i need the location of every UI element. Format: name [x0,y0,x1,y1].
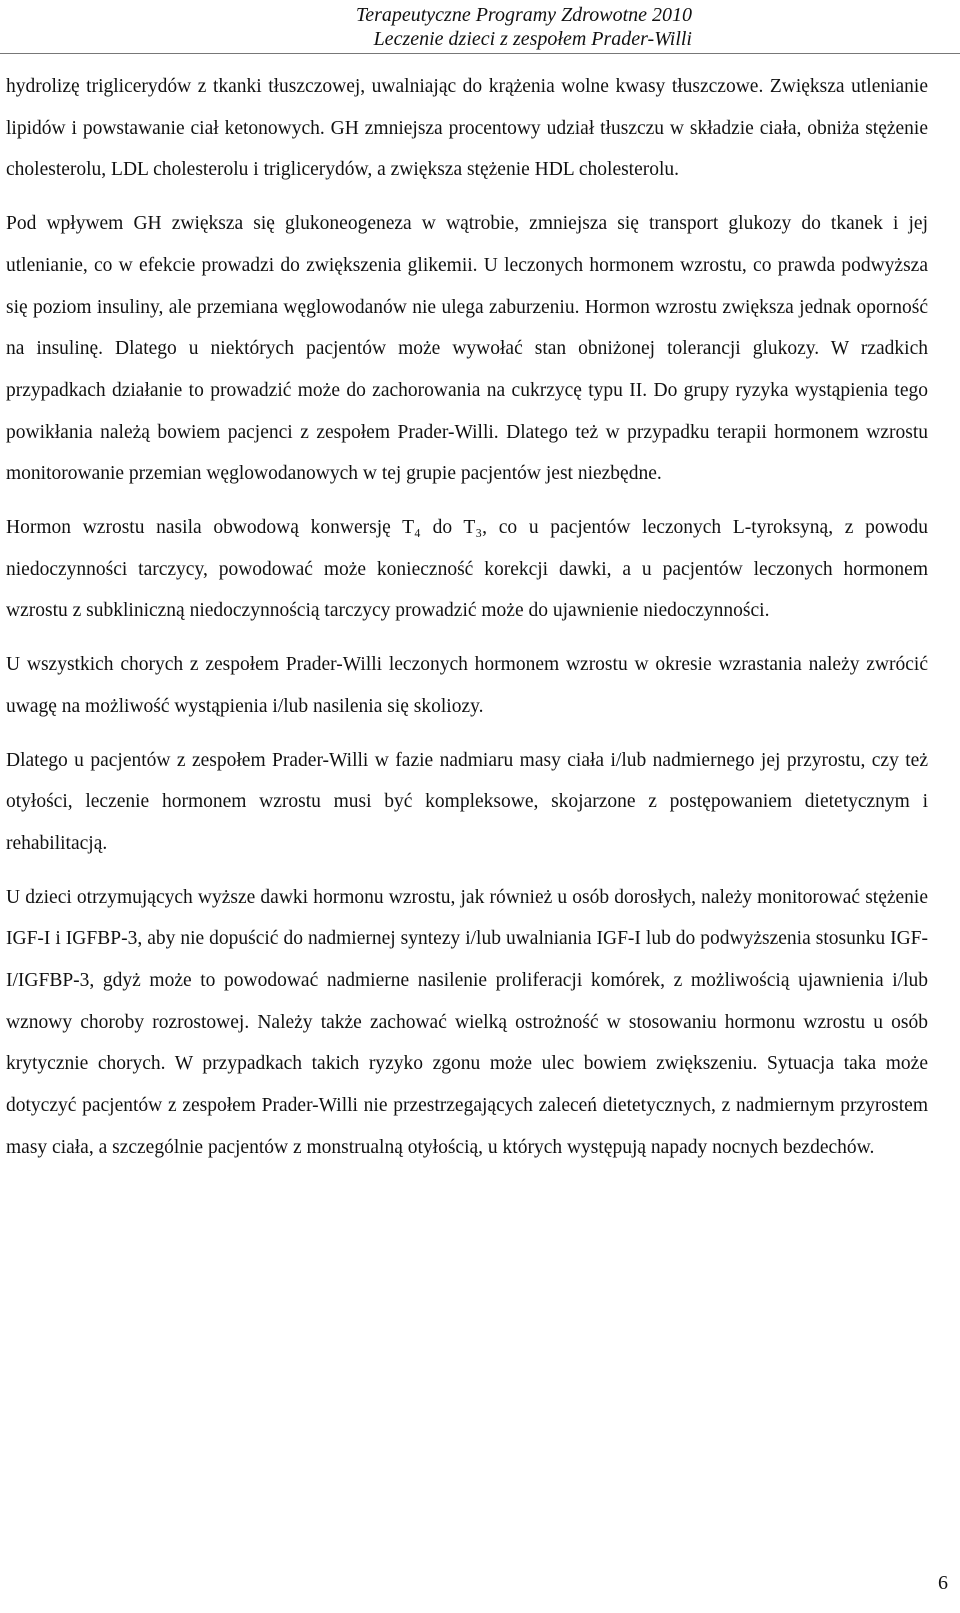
paragraph-scoliosis: U wszystkich chorych z zespołem Prader-Willi leczonych hormonem wzrostu w okresie wzrastania należy zwrócić uwagę na możliwość wystąpienia i/lub nasilenia się skoliozy. [6,654,928,717]
page-number: 6 [938,1572,948,1594]
running-header [0,0,960,54]
paragraph-lipid-metabolism: hydrolizę triglicerydów z tkanki tłuszczowej, uwalniając do krążenia wolne kwasy tłuszczowe. Zwiększa utlenianie lipidów i powstawanie ciał ketonowych. GH zmniejsza procentowy udział tłuszczu w składzie ciała, obniża stężenie cholesterolu, LDL cholesterolu i triglicerydów, a zwiększa stężenie HDL cholesterolu. [6,76,928,181]
header-subtitle: Leczenie dzieci z zespołem Prader-Willi [373,28,692,50]
paragraph-glucose-metabolism: Pod wpływem GH zwiększa się glukoneogeneza w wątrobie, zmniejsza się transport glukozy do tkanek i jej utlenianie, co w efekcie prowadzi do zwiększenia glikemii. U leczonych hormonem wzrostu, co prawda podwyższa się poziom insuliny, ale przemiana węglowodanów nie ulega zaburzeniu. Hormon wzrostu zwiększa jednak oporność na insulinę. Dlatego u niektórych pacjentów może wywołać stan obniżonej tolerancji glukozy. W rzadkich przypadkach działanie to prowadzić może do zachorowania na cukrzycę typu II. Do grupy ryzyka wystąpienia tego powikłania należą bowiem pacjenci z zespołem Prader-Willi. Dlatego też w przypadku terapii hormonem wzrostu monitorowanie przemian węglowodanowych w tej grupie pacjentów jest niezbędne. [6,213,928,485]
paragraph-obesity-treatment: Dlatego u pacjentów z zespołem Prader-Willi w fazie nadmiaru masy ciała i/lub nadmiernego jej przyrostu, czy też otyłości, leczenie hormonem wzrostu musi być kompleksowe, skojarzone z postępowaniem dietetycznym i rehabilitacją. [6,749,928,854]
page-body [6,66,928,1169]
paragraph-thyroid: Hormon wzrostu nasila obwodową konwersję T₄ do T₃, co u pacjentów leczonych L-tyroksyną, z powodu niedoczynności tarczycy, powodować może konieczność korekcji dawki, a u pacjentów leczonych hormonem wzrostu z subkliniczną niedoczynnością tarczycy prowadzić może do ujawnienie niedoczynności. [6,517,928,622]
paragraph-igf-monitoring: U dzieci otrzymujących wyższe dawki hormonu wzrostu, jak również u osób dorosłych, należy monitorować stężenie IGF-I i IGFBP-3, aby nie dopuścić do nadmiernej syntezy i/lub uwalniania IGF-I lub do podwyższenia stosunku IGF-I/IGFBP-3, gdyż może to powodować nadmierne nasilenie proliferacji komórek, z możliwością ujawnienia i/lub wznowy choroby rozrostowej. Należy także zachować wielką ostrożność w stosowaniu hormonu wzrostu u osób krytycznie chorych. W przypadkach takich ryzyko zgonu może ulec bowiem zwiększeniu. Sytuacja taka może dotyczyć pacjentów z zespołem Prader-Willi nie przestrzegających zaleceń dietetycznych, z nadmiernym przyrostem masy ciała, a szczególnie pacjentów z monstrualną otyłością, u których występują napady nocnych bezdechów. [6,886,928,1158]
header-rule [0,53,960,54]
header-title: Terapeutyczne Programy Zdrowotne 2010 [355,4,692,26]
